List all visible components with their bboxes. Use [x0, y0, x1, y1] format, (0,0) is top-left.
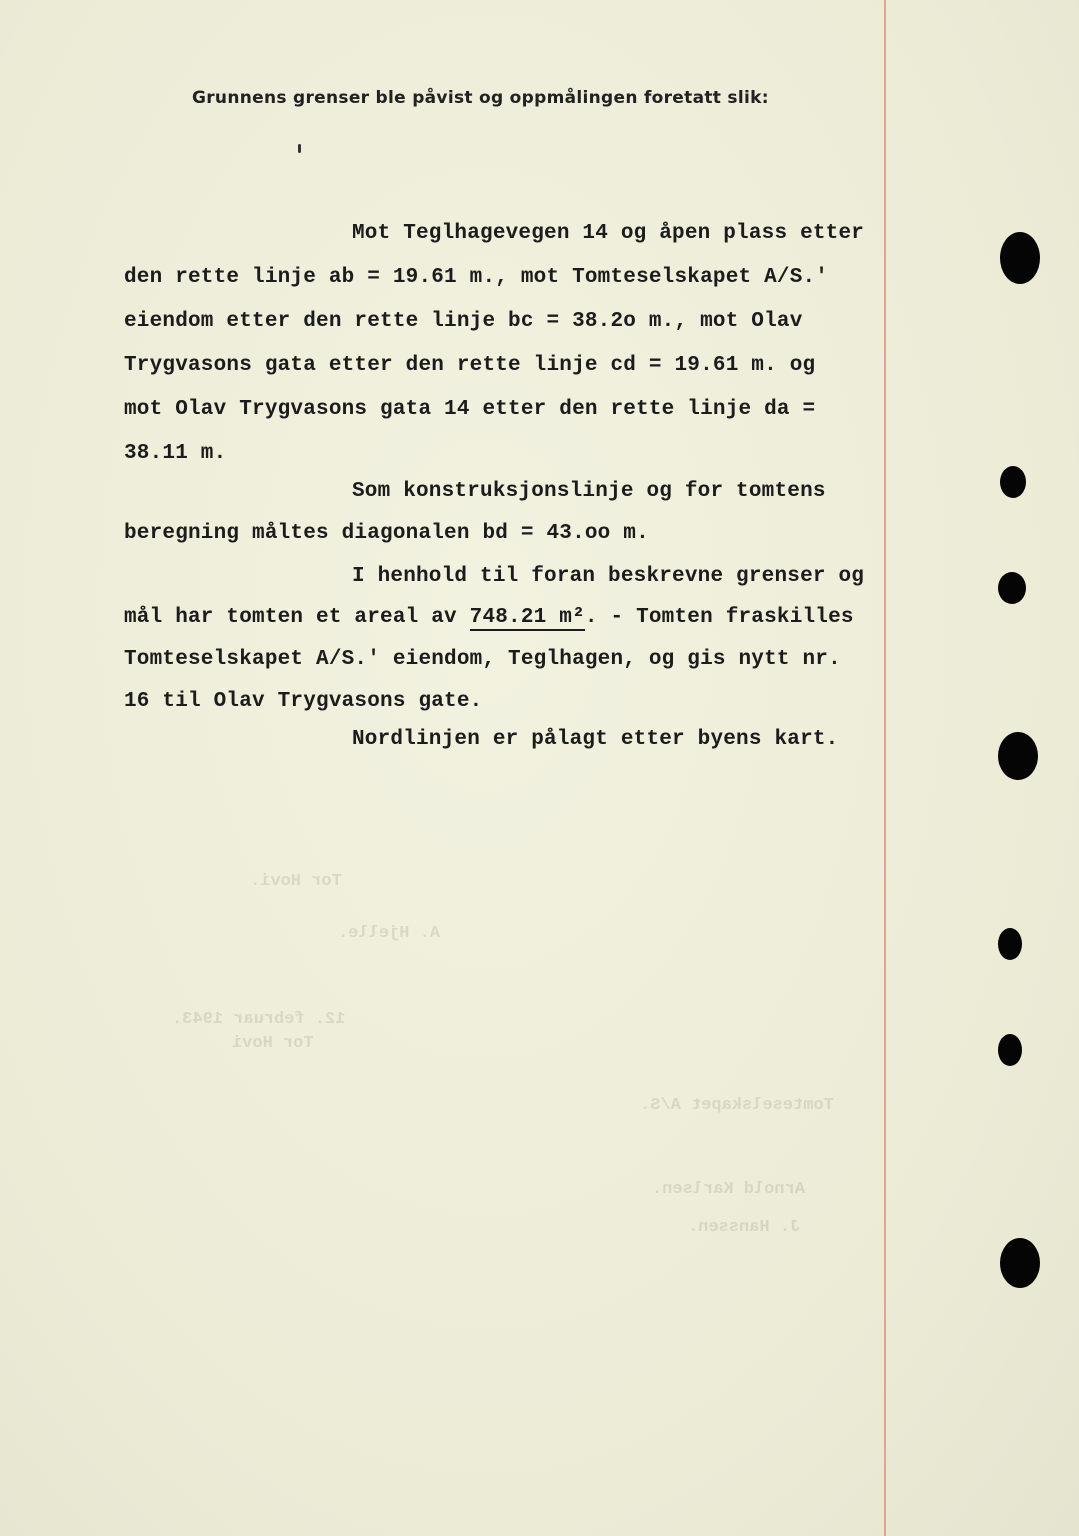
text-line: den rette linje ab = 19.61 m., mot Tomteselskapet A/S.'	[124, 266, 829, 289]
text-line: Trygvasons gata etter den rette linje cd = 19.61 m. og	[124, 354, 816, 377]
bleed-through-text: Tor Hovi	[232, 1034, 314, 1053]
punch-hole	[998, 928, 1022, 960]
punch-hole	[998, 1034, 1022, 1066]
punch-hole	[1000, 1238, 1040, 1288]
punch-hole	[998, 572, 1026, 604]
text-line: Som konstruksjonslinje og for tomtens	[352, 480, 826, 503]
text-line	[124, 606, 854, 629]
text-line: Mot Teglhagevegen 14 og åpen plass etter	[352, 222, 865, 245]
text-line: eiendom etter den rette linje bc = 38.2o m., mot Olav	[124, 310, 803, 333]
punch-hole	[1000, 232, 1040, 284]
text-fragment: mål har tomten et areal av	[124, 606, 470, 629]
text-line: 16 til Olav Trygvasons gate.	[124, 690, 483, 713]
text-line: I henhold til foran beskrevne grenser og	[352, 565, 865, 588]
bleed-through-text: A. Hjelle.	[338, 924, 441, 943]
punch-hole	[998, 732, 1038, 780]
text-line: 38.11 m.	[124, 442, 227, 465]
bleed-through-text: J. Hanssen.	[688, 1218, 801, 1237]
bleed-through-text: Tor Hovi.	[250, 872, 342, 891]
text-line: beregning måltes diagonalen bd = 43.oo m.	[124, 522, 649, 545]
text-line: Nordlinjen er pålagt etter byens kart.	[352, 728, 839, 751]
text-line: Tomteselskapet A/S.' eiendom, Teglhagen, og gis nytt nr.	[124, 648, 841, 671]
text-line: mot Olav Trygvasons gata 14 etter den rette linje da =	[124, 398, 816, 421]
bleed-through-text: Arnold Karlsen.	[652, 1180, 806, 1199]
area-value: 748.21 m²	[469, 606, 585, 629]
punch-hole	[1000, 466, 1026, 498]
ink-mark	[298, 144, 301, 153]
margin-line	[884, 0, 886, 1536]
bleed-through-text: 12. februar 1943.	[172, 1010, 346, 1029]
page-heading: Grunnens grenser ble påvist og oppmålingen foretatt slik:	[192, 88, 769, 108]
bleed-through-text: Tomteselskapet A/S.	[640, 1096, 834, 1115]
text-fragment: . - Tomten fraskilles	[584, 606, 854, 629]
